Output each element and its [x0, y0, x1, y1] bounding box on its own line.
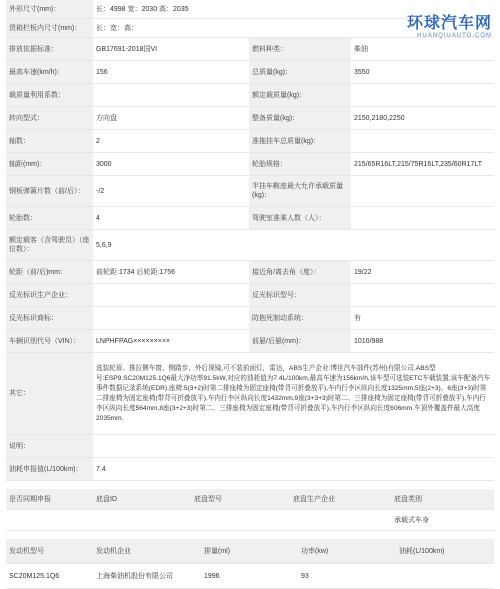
rated-load-value [351, 84, 494, 107]
abs-value: 有 [351, 307, 494, 330]
emission-value: GB17691-2018国VI [93, 38, 249, 61]
table-cell: SC20M125.1Q6 [6, 564, 93, 589]
table-row [6, 353, 494, 435]
passengers-label: 额定载客（含驾驶员）（座位数）： [6, 230, 93, 261]
passengers-value: 5,6,9 [93, 230, 494, 261]
explain-value [93, 435, 494, 458]
tire-count-value: 4 [93, 207, 249, 230]
column-header: 底盘类别 [391, 489, 494, 510]
reflect-model-value [351, 284, 494, 307]
curb-mass-label: 整备质量(kg)： [249, 107, 351, 130]
table-cell [290, 510, 391, 531]
table-row [6, 107, 494, 130]
angles-value: 19/22 [351, 261, 494, 284]
column-header: 油耗(L/100km) [396, 539, 494, 564]
table-row [6, 130, 494, 153]
reflect-brand-label: 反光标识商标： [6, 307, 93, 330]
vin-label: 车辆识别代号（VIN）： [6, 330, 93, 353]
table-cell: 1996 [201, 564, 298, 589]
emission-label: 排放依据标准： [6, 38, 93, 61]
load-factor-label: 载质量利用系数： [6, 84, 93, 107]
outer-size-label: 外形尺寸(mm)： [6, 0, 93, 19]
fuel-label: 燃料种类： [249, 38, 351, 61]
column-header: 排量(ml) [201, 539, 298, 564]
table-cell: 上海柴油机股份有限公司 [93, 564, 201, 589]
total-mass-label: 总质量(kg)： [249, 61, 351, 84]
tire-count-label: 轮胎数： [6, 207, 93, 230]
fuel-consumption-label: 油耗申报值(L/100km)： [6, 458, 93, 481]
cargo-size-label: 货箱栏板内尺寸(mm)： [6, 19, 93, 38]
table-cell [191, 510, 290, 531]
rated-load-label: 额定载质量(kg)： [249, 84, 351, 107]
cab-seats-value [351, 207, 494, 230]
reflect-brand-value [93, 307, 249, 330]
table-row [6, 153, 494, 176]
vin-value: LNPHFPAG××××××××× [93, 330, 249, 353]
saddle-load-label: 半挂车鞍座最大允许承载质量(kg)： [249, 176, 351, 207]
cargo-size-value: 长：宽：高： [93, 19, 494, 38]
outer-size-value: 长：4998 宽：2030 高：2035 [93, 0, 494, 19]
explain-label: 说明： [6, 435, 93, 458]
axles-label: 轴数： [6, 130, 93, 153]
column-header: 功率(kw) [298, 539, 396, 564]
angles-label: 接近角/离去角（度）： [249, 261, 351, 284]
table-cell [93, 510, 191, 531]
cab-seats-label: 驾驶室准乘人数（人）： [249, 207, 351, 230]
table-cell: 93 [298, 564, 396, 589]
track-value: 前轮距:1734 后轮距:1756 [93, 261, 249, 284]
watermark-title: 环球汽车网 [406, 15, 492, 32]
table-row [6, 458, 494, 481]
table-cell: 承载式车身 [391, 510, 494, 531]
table-row [6, 307, 494, 330]
watermark-subtitle: HUANQIUAUTO.COM [417, 33, 492, 39]
table-row [6, 564, 494, 589]
chassis-table [6, 489, 494, 531]
leaf-spring-label: 钢板弹簧片数（前/后）： [6, 176, 93, 207]
table-row [6, 435, 494, 458]
column-header: 底盘生产企业 [290, 489, 391, 510]
column-header: 是否同期申报 [6, 489, 93, 510]
max-speed-label: 最高车速(km/h)： [6, 61, 93, 84]
table-row [6, 61, 494, 84]
total-mass-value: 3550 [351, 61, 494, 84]
table-row [6, 230, 494, 261]
overhang-label: 前悬/后悬(mm)： [249, 330, 351, 353]
table-row [6, 207, 494, 230]
table-row [6, 84, 494, 107]
table-row [6, 176, 494, 207]
column-header: 发动机企业 [93, 539, 201, 564]
tire-spec-value: 215/65R16LT,215/75R16LT,235/60R17LT [351, 153, 494, 176]
steering-label: 转向型式： [6, 107, 93, 130]
table-row [6, 510, 494, 531]
load-factor-value [93, 84, 249, 107]
table-header-row [6, 489, 494, 510]
vehicle-spec-table [6, 0, 494, 481]
table-cell [6, 510, 93, 531]
table-cell [396, 564, 494, 589]
reflect-model-label: 反光标识型号： [249, 284, 351, 307]
abs-label: 防抱死制动系统： [249, 307, 351, 330]
table-row [6, 330, 494, 353]
watermark-logo [407, 10, 492, 39]
reflect-company-label: 反光标识生产企业： [6, 284, 93, 307]
table-row [6, 261, 494, 284]
max-speed-value: 156 [93, 61, 249, 84]
table-row [6, 284, 494, 307]
column-header: 底盘型号 [191, 489, 290, 510]
steering-value: 方向盘 [93, 107, 249, 130]
axles-value: 2 [93, 130, 249, 153]
wheelbase-label: 轴距(mm)： [6, 153, 93, 176]
curb-mass-value: 2150,2180,2250 [351, 107, 494, 130]
wheelbase-value: 3000 [93, 153, 249, 176]
saddle-load-value [351, 176, 494, 207]
table-row [6, 38, 494, 61]
other-label: 其它： [6, 353, 93, 435]
other-value: 选装轮眉、推拉侧车窗、侧踏步、外后视镜,可不装前面灯，雷达，ABS生产企业:博世汽车部件(苏州)有限公司,ABS型号:ESP9.SC20M125.1Q6最大净功率91.5kW,对应的油耗值为7.4L/100km,最高车速为156km/h,该车型可选装ETC车载装置,该车配备汽车事件数据记录系统(EDR).座椅:5(3+2)时第二排座椅为固定座椅(带背可折叠放平),车内行李区纵向长度1325mm,5座(2+3)、6座(3+3)时第二排座椅为固定座椅(带背可折叠放平),车内行李区纵向长度1432mm,9座(3+3+3)时第二、三排座椅为固定座椅(带背可折叠放平),车内行李区纵向长度564mm,8座(3+2+3)时第二、三排座椅为固定座椅(带背可折叠放平),车内行李区纵向长度606mm.车顶外覆盖件最大高度2035mm. [93, 353, 494, 435]
semi-load-value [351, 130, 494, 153]
leaf-spring-value: -/2 [93, 176, 249, 207]
column-header: 底盘ID [93, 489, 191, 510]
tire-spec-label: 轮胎规格： [249, 153, 351, 176]
table-header-row [6, 539, 494, 564]
fuel-value: 柴油 [351, 38, 494, 61]
track-label: 轮距（前/后)mm： [6, 261, 93, 284]
reflect-company-value [93, 284, 249, 307]
overhang-value: 1010/988 [351, 330, 494, 353]
semi-load-label: 准拖挂车总质量(kg)： [249, 130, 351, 153]
fuel-consumption-value: 7.4 [93, 458, 494, 481]
column-header: 发动机型号 [6, 539, 93, 564]
engine-table [6, 539, 494, 589]
